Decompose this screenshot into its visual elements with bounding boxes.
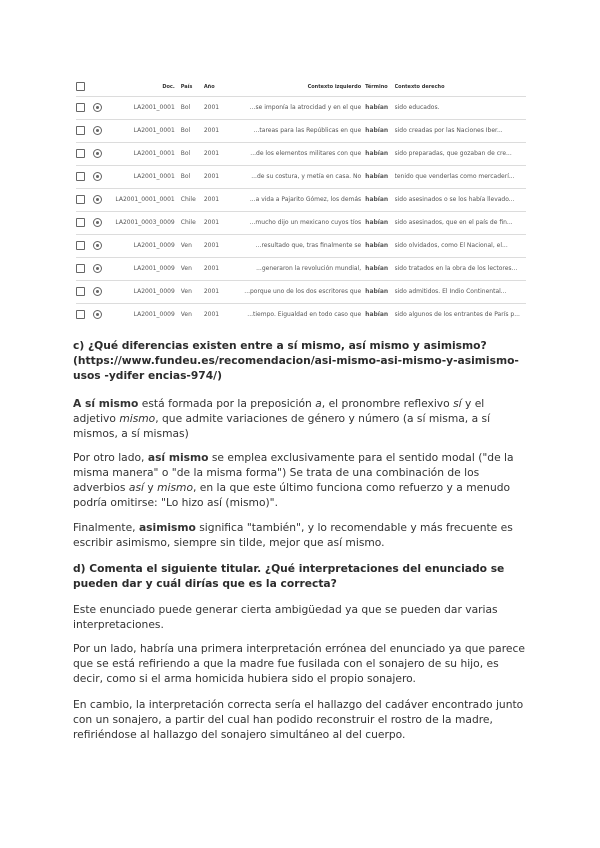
row-country: Bol bbox=[180, 173, 191, 180]
row-right-context: sido olvidados, como El Nacional, el... bbox=[394, 242, 508, 249]
question-c: c) ¿Qué diferencias existen entre a sí mismo, así mismo y asimismo? (https://www.fundeu.es/recomendacion/asi-mismo-asi-mismo-y-asimismo-usos -ydifer encias-974/) bbox=[73, 339, 519, 382]
row-year: 2001 bbox=[203, 219, 220, 226]
row-country: Bol bbox=[180, 150, 191, 157]
row-left-context: ...tareas para las Repúblicas en que bbox=[253, 127, 362, 134]
row-country: Ven bbox=[180, 265, 192, 272]
row-year: 2001 bbox=[203, 104, 220, 111]
table-row bbox=[76, 96, 526, 119]
row-checkbox[interactable] bbox=[76, 195, 85, 204]
row-doc-id[interactable]: LA2001_0009 bbox=[133, 288, 175, 295]
row-country: Bol bbox=[180, 104, 191, 111]
concordance-rows bbox=[76, 96, 526, 326]
paragraph-wrong-interpretation: Por un lado, habría una primera interpretación errónea del enunciado ya que parece que se está refiriendo a que la madre fue fusilada con el sonajero de su hijo, es decir, como si el arma homicida hubiera sido el propio sonajero. bbox=[73, 642, 525, 685]
table-row bbox=[76, 234, 526, 257]
row-term: habían bbox=[365, 127, 389, 134]
row-doc-id[interactable]: LA2001_0001_0001 bbox=[115, 196, 175, 203]
view-context-icon[interactable] bbox=[93, 195, 102, 204]
header-pais[interactable]: País bbox=[180, 83, 193, 90]
view-context-icon[interactable] bbox=[93, 310, 102, 319]
row-year: 2001 bbox=[203, 265, 220, 272]
row-right-context: tenido que venderlas como mercaderí... bbox=[394, 173, 515, 180]
row-term: habían bbox=[365, 219, 389, 226]
row-left-context: ...generaron la revolución mundial, bbox=[256, 265, 362, 272]
row-term: habían bbox=[365, 104, 389, 111]
row-doc-id[interactable]: LA2001_0001 bbox=[133, 150, 175, 157]
view-context-icon[interactable] bbox=[93, 241, 102, 250]
row-country: Ven bbox=[180, 242, 192, 249]
table-row bbox=[76, 119, 526, 142]
row-doc-id[interactable]: LA2001_0001 bbox=[133, 173, 175, 180]
header-ano[interactable]: Año bbox=[203, 83, 215, 90]
view-context-icon[interactable] bbox=[93, 103, 102, 112]
row-doc-id[interactable]: LA2001_0001 bbox=[133, 104, 175, 111]
row-checkbox[interactable] bbox=[76, 218, 85, 227]
paragraph-correct-interpretation: En cambio, la interpretación correcta sería el hallazgo del cadáver encontrado junto con un sonajero, a partir del cual han podido reconstruir el rostro de la madre, refiriéndose al hallazgo del sonajero simultáneo al del cuerpo. bbox=[73, 698, 524, 741]
row-term: habían bbox=[365, 242, 389, 249]
view-context-icon[interactable] bbox=[93, 218, 102, 227]
row-term: habían bbox=[365, 311, 389, 319]
row-checkbox[interactable] bbox=[76, 126, 85, 135]
header-left-context[interactable]: Contexto izquierdo bbox=[307, 83, 362, 90]
row-term: habían bbox=[365, 173, 389, 180]
concordance-table bbox=[76, 78, 526, 326]
table-row bbox=[76, 280, 526, 303]
row-left-context: ...porque uno de los dos escritores que bbox=[244, 288, 362, 295]
row-checkbox[interactable] bbox=[76, 264, 85, 273]
row-term: habían bbox=[365, 196, 389, 203]
view-context-icon[interactable] bbox=[93, 172, 102, 181]
view-context-icon[interactable] bbox=[93, 126, 102, 135]
row-term: habían bbox=[365, 288, 389, 295]
table-row bbox=[76, 165, 526, 188]
row-right-context: sido educados. bbox=[394, 104, 440, 111]
table-row bbox=[76, 188, 526, 211]
row-year: 2001 bbox=[203, 173, 220, 180]
row-right-context: sido admitidos. El Indio Continental... bbox=[394, 288, 507, 295]
row-checkbox[interactable] bbox=[76, 310, 85, 319]
row-country: Ven bbox=[180, 288, 192, 295]
row-checkbox[interactable] bbox=[76, 149, 85, 158]
row-right-context: sido asesinados o se los había llevado... bbox=[394, 196, 515, 203]
question-d: d) Comenta el siguiente titular. ¿Qué interpretaciones del enunciado se pueden dar y cuál dirías que es la correcta? bbox=[73, 562, 505, 590]
row-right-context: sido preparadas, que gozaban de cre... bbox=[394, 150, 512, 157]
view-context-icon[interactable] bbox=[93, 149, 102, 158]
row-year: 2001 bbox=[203, 196, 220, 203]
header-term[interactable]: Término bbox=[365, 83, 388, 90]
row-right-context: sido tratados en la obra de los lectores... bbox=[394, 265, 518, 272]
row-left-context: ...resultado que, tras finalmente se bbox=[255, 242, 362, 249]
row-country: Chile bbox=[180, 196, 196, 203]
select-all-checkbox[interactable] bbox=[76, 82, 85, 91]
row-year: 2001 bbox=[203, 150, 220, 157]
paragraph-a-si-mismo: A sí mismo está formada por la preposición a, el pronombre reflexivo sí y el adjetivo mismo, que admite variaciones de género y número (a sí misma, a sí mismos, a sí mismas) bbox=[73, 397, 491, 440]
row-right-context: sido creadas por las Naciones Iber... bbox=[394, 127, 503, 134]
row-left-context: ...de su costura, y metía en casa. No bbox=[251, 173, 362, 180]
row-doc-id[interactable]: LA2001_0009 bbox=[133, 242, 175, 249]
row-country: Chile bbox=[180, 219, 196, 226]
row-country: Ven bbox=[180, 311, 192, 319]
row-checkbox[interactable] bbox=[76, 103, 85, 112]
row-checkbox[interactable] bbox=[76, 287, 85, 296]
paragraph-asi-mismo: Por otro lado, así mismo se emplea exclusivamente para el sentido modal ("de la misma manera" o "de la misma forma") Se trata de una combinación de los adverbios así y mismo, en la que este último funciona como refuerzo y a menudo podría omitirse: "Lo hizo así (mismo)". bbox=[73, 451, 514, 509]
paragraph-asimismo: Finalmente, asimismo significa "también", y lo recomendable y más frecuente es escribir asimismo, siempre sin tilde, mejor que así mismo. bbox=[73, 521, 513, 549]
table-row bbox=[76, 142, 526, 165]
header-right-context[interactable]: Contexto derecho bbox=[394, 83, 445, 90]
row-year: 2001 bbox=[203, 311, 220, 319]
row-country: Bol bbox=[180, 127, 191, 134]
row-right-context: sido asesinados, que en el país de fin... bbox=[394, 219, 513, 226]
row-year: 2001 bbox=[203, 242, 220, 249]
row-year: 2001 bbox=[203, 288, 220, 295]
row-left-context: ...mucho dijo un mexicano cuyos tíos bbox=[249, 219, 362, 226]
table-header-row bbox=[76, 78, 526, 96]
row-doc-id[interactable]: LA2001_0009 bbox=[133, 311, 175, 319]
row-checkbox[interactable] bbox=[76, 241, 85, 250]
row-year: 2001 bbox=[203, 127, 220, 134]
table-row bbox=[76, 303, 526, 326]
row-checkbox[interactable] bbox=[76, 172, 85, 181]
row-right-context: sido algunos de los entrantes de París p... bbox=[394, 311, 520, 319]
view-context-icon[interactable] bbox=[93, 264, 102, 273]
row-doc-id[interactable]: LA2001_0003_0009 bbox=[115, 219, 175, 226]
header-doc[interactable]: Doc. bbox=[162, 83, 175, 90]
table-row bbox=[76, 211, 526, 234]
table-row bbox=[76, 257, 526, 280]
row-doc-id[interactable]: LA2001_0001 bbox=[133, 127, 175, 134]
row-left-context: ...a vida a Pajarito Gómez, los demás bbox=[249, 196, 362, 203]
row-term: habían bbox=[365, 150, 389, 157]
header-checkbox-cell[interactable] bbox=[76, 78, 93, 96]
row-left-context: ...se imponía la atrocidad y en el que bbox=[249, 104, 362, 111]
row-term: habían bbox=[365, 265, 389, 272]
row-left-context: ...de los elementos militares con que bbox=[250, 150, 362, 157]
row-left-context: ...tiempo. Eigualdad en todo caso que bbox=[247, 311, 362, 319]
view-context-icon[interactable] bbox=[93, 287, 102, 296]
paragraph-ambiguity: Este enunciado puede generar cierta ambigüedad ya que se pueden dar varias interpretaciones. bbox=[73, 603, 498, 631]
row-doc-id[interactable]: LA2001_0009 bbox=[133, 265, 175, 272]
